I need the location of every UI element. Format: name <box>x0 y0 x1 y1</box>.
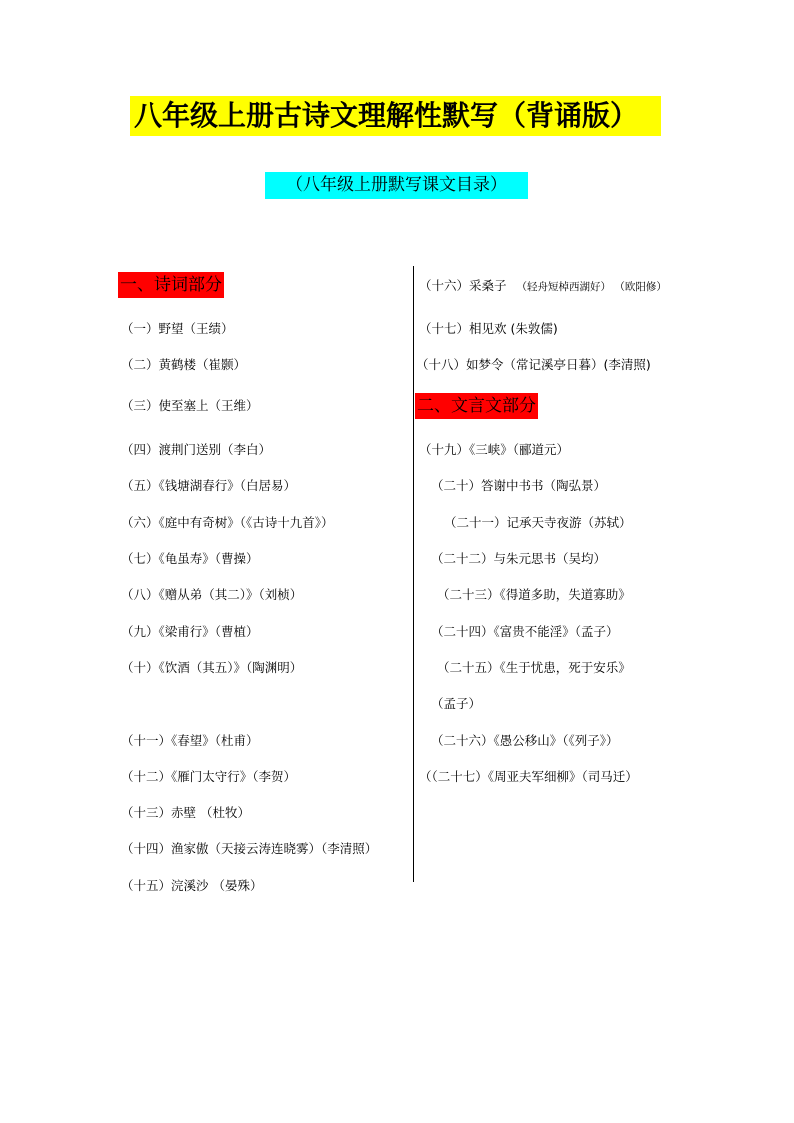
list-item: （十七）相见欢 (朱敦儒) <box>419 321 558 336</box>
list-item-note: （轻舟短棹西湖好） （欧阳修） <box>516 281 667 293</box>
list-item: （一）野望（王绩） <box>121 321 234 336</box>
list-item: （二十三）《得道多助，失道寡助》 <box>437 587 631 602</box>
list-item: （二十）答谢中书书（陶弘景） <box>431 478 607 493</box>
list-item: （二十四）《富贵不能淫》（孟子） <box>431 624 619 639</box>
section-heading-classical-prose: 二、文言文部分 <box>415 393 538 419</box>
list-item: （十三）赤壁 （杜牧） <box>121 805 250 820</box>
list-item <box>419 277 667 296</box>
list-item: （二十五）《生于忧患，死于安乐》 <box>437 660 631 675</box>
page-title: 八年级上册古诗文理解性默写（背诵版） <box>130 96 661 136</box>
page-subtitle: （八年级上册默写课文目录） <box>265 172 528 199</box>
list-item: （六）《庭中有奇树》（《古诗十九首》） <box>121 515 334 530</box>
list-item: （二十六）《愚公移山》（《列子》） <box>431 733 619 748</box>
list-item: （十一）《春望》（杜甫） <box>121 733 259 748</box>
list-item: （（二十七）《周亚夫军细柳》（司马迁） <box>419 769 638 784</box>
list-item: （三）使至塞上（王维） <box>121 398 259 413</box>
list-item: （二十二）与朱元思书（吴均） <box>431 551 607 566</box>
list-item: （五）《钱塘湖春行》（白居易） <box>121 478 297 493</box>
list-item: （十五）浣溪沙 （晏殊） <box>121 878 263 893</box>
list-item: （十九）《三峡》（郦道元） <box>419 442 570 457</box>
list-item: （四）渡荆门送别（李白） <box>121 442 272 457</box>
list-item-title: （十六）采桑子 <box>419 278 507 293</box>
list-item: （九）《梁甫行》（曹植） <box>121 624 259 639</box>
section-heading-poetry: 一、诗词部分 <box>118 272 224 298</box>
list-item: （八）《赠从弟（其二）》（刘桢） <box>121 587 303 602</box>
list-item: （十八）如梦令（常记溪亭日暮）(李清照) <box>416 357 651 372</box>
list-item: （十二）《雁门太守行》（李贺） <box>121 769 297 784</box>
list-item: （二）黄鹤楼（崔颢） <box>121 357 247 372</box>
list-item: （孟子） <box>431 696 482 711</box>
list-item: （十四）渔家傲（天接云涛连晓雾）（李清照） <box>121 841 378 856</box>
list-item: （十）《饮酒（其五）》（陶渊明） <box>121 660 303 675</box>
column-divider <box>413 266 414 882</box>
list-item: （七）《龟虽寿》（曹操） <box>121 551 259 566</box>
list-item: （二十一）记承天寺夜游（苏轼） <box>444 515 632 530</box>
